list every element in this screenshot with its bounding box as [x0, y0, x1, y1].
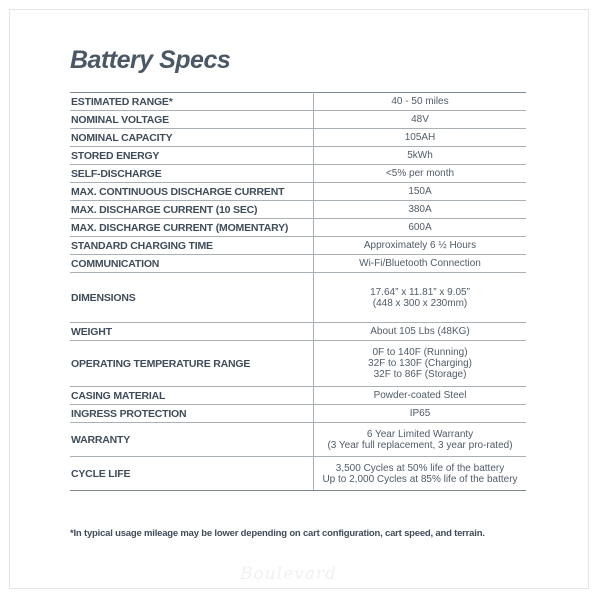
- spec-value: [314, 423, 527, 457]
- spec-value: [314, 405, 527, 423]
- spec-value-line: 105AH: [404, 132, 436, 143]
- spec-value-line: 600A: [408, 222, 432, 233]
- spec-row: [70, 323, 526, 341]
- spec-value: [314, 457, 527, 491]
- spec-row: [70, 387, 526, 405]
- spec-value-line: 3,500 Cycles at 50% life of the battery: [335, 462, 505, 474]
- spec-row: [70, 183, 526, 201]
- spec-row: [70, 273, 526, 323]
- spec-value-line: Approximately 6 ½ Hours: [363, 240, 477, 251]
- spec-value-line: 0F to 140F (Running): [372, 347, 468, 358]
- spec-value: [314, 323, 527, 341]
- spec-value: [314, 341, 527, 387]
- spec-value-line: (448 x 300 x 230mm): [372, 297, 468, 309]
- spec-value-line: 40 - 50 miles: [391, 96, 449, 107]
- spec-label: NOMINAL CAPACITY: [70, 129, 314, 147]
- spec-row: [70, 219, 526, 237]
- spec-row: [70, 147, 526, 165]
- spec-label: COMMUNICATION: [70, 255, 314, 273]
- spec-value: [314, 273, 527, 323]
- spec-value: [314, 219, 527, 237]
- spec-value-line: 32F to 86F (Storage): [373, 369, 467, 380]
- spec-value-line: Powder-coated Steel: [373, 390, 467, 401]
- spec-row: [70, 341, 526, 387]
- spec-label: NOMINAL VOLTAGE: [70, 111, 314, 129]
- spec-value-line: About 105 Lbs (48KG): [370, 326, 470, 337]
- spec-value: [314, 255, 527, 273]
- spec-value-line: 380A: [408, 204, 432, 215]
- spec-label: DIMENSIONS: [70, 273, 314, 323]
- specs-table: [70, 92, 526, 491]
- spec-value-line: 6 Year Limited Warranty: [366, 428, 474, 440]
- spec-row: [70, 423, 526, 457]
- spec-label: INGRESS PROTECTION: [70, 405, 314, 423]
- spec-label: MAX. DISCHARGE CURRENT (MOMENTARY): [70, 219, 314, 237]
- spec-label: ESTIMATED RANGE*: [70, 93, 314, 111]
- spec-label: SELF-DISCHARGE: [70, 165, 314, 183]
- spec-label: STANDARD CHARGING TIME: [70, 237, 314, 255]
- page-title: Battery Specs: [70, 46, 231, 74]
- spec-row: [70, 405, 526, 423]
- spec-value: [314, 93, 527, 111]
- spec-row: [70, 457, 526, 491]
- spec-value-line: 48V: [411, 114, 429, 125]
- spec-value-line: IP65: [409, 408, 431, 419]
- spec-row: [70, 111, 526, 129]
- spec-value: [314, 387, 527, 405]
- spec-label: STORED ENERGY: [70, 147, 314, 165]
- spec-row: [70, 93, 526, 111]
- spec-value: [314, 201, 527, 219]
- spec-value: [314, 111, 527, 129]
- spec-label: MAX. CONTINUOUS DISCHARGE CURRENT: [70, 183, 314, 201]
- spec-row: [70, 201, 526, 219]
- spec-value-line: <5% per month: [385, 168, 455, 179]
- spec-row: [70, 237, 526, 255]
- specs-table-body: [70, 93, 526, 491]
- spec-value: [314, 129, 527, 147]
- spec-value-line: 5kWh: [407, 150, 433, 161]
- spec-label: WARRANTY: [70, 423, 314, 457]
- spec-value: [314, 183, 527, 201]
- spec-value: [314, 147, 527, 165]
- spec-row: [70, 129, 526, 147]
- spec-value-line: Wi-Fi/Bluetooth Connection: [359, 258, 481, 269]
- spec-label: MAX. DISCHARGE CURRENT (10 SEC): [70, 201, 314, 219]
- spec-label: OPERATING TEMPERATURE RANGE: [70, 341, 314, 387]
- spec-label: CYCLE LIFE: [70, 457, 314, 491]
- spec-value-line: 150A: [408, 186, 432, 197]
- spec-value-line: 17.64” x 11.81” x 9.05”: [370, 286, 470, 298]
- spec-row: [70, 165, 526, 183]
- spec-label: WEIGHT: [70, 323, 314, 341]
- brand-watermark: Boulevard: [240, 564, 337, 584]
- spec-row: [70, 255, 526, 273]
- spec-label: CASING MATERIAL: [70, 387, 314, 405]
- spec-value: [314, 165, 527, 183]
- spec-value-line: (3 Year full replacement, 3 year pro-rated): [327, 439, 513, 451]
- spec-value: [314, 237, 527, 255]
- footnote: *In typical usage mileage may be lower depending on cart configuration, cart speed, and terrain.: [70, 528, 485, 539]
- spec-value-line: Up to 2,000 Cycles at 85% life of the battery: [322, 473, 518, 485]
- spec-value-line: 32F to 130F (Charging): [368, 358, 472, 369]
